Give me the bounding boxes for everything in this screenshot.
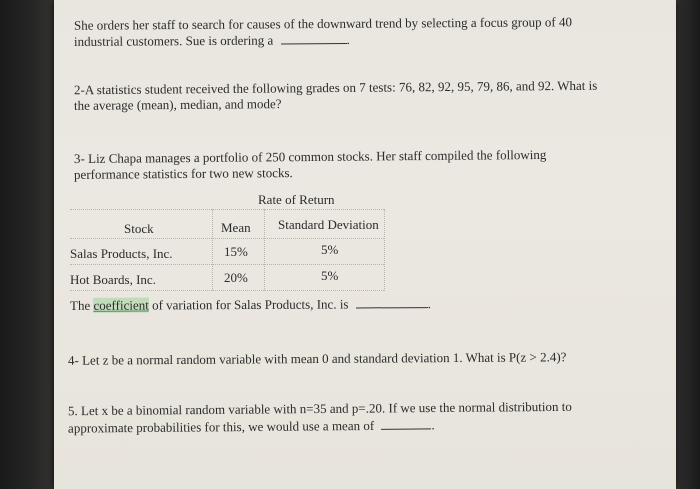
photo-background-right xyxy=(674,0,700,489)
table-rule-header xyxy=(70,238,384,239)
q3-line1: 3- Liz Chapa manages a portfolio of 250 common stocks. Her staff compiled the following xyxy=(73,146,547,167)
q1-line2-end: . xyxy=(346,32,350,48)
table-row1-stock: Salas Products, Inc. xyxy=(70,246,173,261)
table-group-header: Rate of Return xyxy=(258,192,335,207)
table-header-sd: Standard Deviation xyxy=(278,217,379,232)
q1-answer-blank xyxy=(281,33,347,44)
table-divider-2 xyxy=(264,209,265,291)
q5-answer-blank xyxy=(381,418,431,429)
q3-question-prefix: The xyxy=(69,297,94,313)
q3-question-rest: of variation for Salas Products, Inc. is xyxy=(148,296,349,313)
table-row2-stock: Hot Boards, Inc. xyxy=(70,272,156,287)
q3-answer-blank xyxy=(356,297,428,308)
q3-question-end: . xyxy=(427,296,432,312)
q5-line1: 5. Let x be a binomial random variable with n=35 and p=.20. If we use the normal distribution to xyxy=(67,398,572,419)
q1-line2 xyxy=(74,31,350,50)
q1-line1: She orders her staff to search for causes of the downward trend by selecting a focus group of 40 xyxy=(73,14,572,33)
table-row2-mean: 20% xyxy=(224,270,248,285)
table-rule-top xyxy=(70,209,384,210)
q5-line2 xyxy=(68,416,435,436)
q3-question xyxy=(70,295,431,314)
q3-highlighted-word: coefficient xyxy=(93,297,149,313)
q5-line2-text: approximate probabilities for this, we would use a mean of xyxy=(67,417,375,436)
table-row1-sd: 5% xyxy=(321,242,339,257)
table-divider-3 xyxy=(384,209,385,291)
photo-background-left xyxy=(0,0,56,489)
table-header-mean: Mean xyxy=(221,220,251,235)
table-row1-mean: 15% xyxy=(224,244,248,259)
table-header-stock: Stock xyxy=(124,221,154,236)
q1-line2-text: industrial customers. Sue is ordering a xyxy=(73,32,274,49)
q5-line2-end: . xyxy=(431,417,435,433)
table-rule-bottom xyxy=(70,290,384,291)
q3-line2: performance statistics for two new stocks. xyxy=(73,165,293,182)
table-divider-1 xyxy=(212,209,213,291)
table-row2-sd: 5% xyxy=(321,268,339,283)
q4-text: 4- Let z be a normal random variable with mean 0 and standard deviation 1. What is P(z > 2.4)? xyxy=(67,349,567,368)
worksheet-page xyxy=(54,0,676,489)
q2-line2: the average (mean), median, and mode? xyxy=(73,96,282,113)
q2-line1: 2-A statistics student received the following grades on 7 tests: 76, 82, 92, 95, 79, 86, and 92. What is xyxy=(73,77,598,98)
table-rule-mid xyxy=(70,264,384,265)
